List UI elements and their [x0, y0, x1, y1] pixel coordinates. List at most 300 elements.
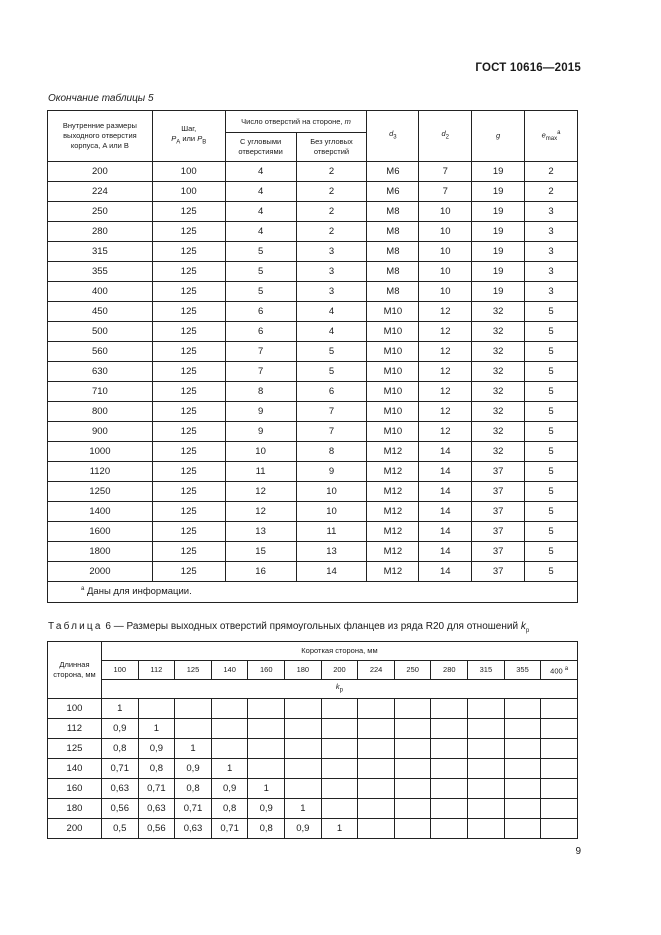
table-cell: 500 — [48, 322, 153, 342]
table-cell — [541, 759, 578, 779]
table-cell: 7 — [419, 162, 472, 182]
table-cell — [394, 699, 431, 719]
table-cell: 125 — [152, 302, 225, 322]
table-cell — [394, 759, 431, 779]
table-cell: 12 — [419, 322, 472, 342]
table-cell: 125 — [152, 322, 225, 342]
table-row — [48, 262, 578, 282]
table-cell — [321, 799, 358, 819]
table-cell — [504, 819, 541, 839]
table-row — [48, 522, 578, 542]
column-header: 125 — [175, 661, 212, 680]
table-cell: 100 — [152, 182, 225, 202]
table-cell — [431, 819, 468, 839]
table5-footnote: $^a$ Даны для информации. — [48, 582, 578, 603]
table-row — [48, 819, 578, 839]
table-cell: 0,63 — [101, 779, 138, 799]
table-cell: 10 — [296, 502, 367, 522]
table-cell: 1 — [285, 799, 322, 819]
header-without-corner: Без угловых отверстий — [296, 133, 367, 162]
table-cell: 7 — [419, 182, 472, 202]
column-header: 180 — [285, 661, 322, 680]
table-cell: 32 — [472, 422, 525, 442]
table-cell: 32 — [472, 302, 525, 322]
table-cell: 6 — [225, 322, 296, 342]
table-6 — [47, 641, 578, 839]
table-cell: 5 — [525, 402, 578, 422]
table-cell — [504, 799, 541, 819]
table-cell — [394, 799, 431, 819]
table-cell: 2 — [296, 182, 367, 202]
table-cell — [431, 739, 468, 759]
table-cell — [541, 739, 578, 759]
table-cell: 5 — [525, 442, 578, 462]
table-cell: 12 — [419, 302, 472, 322]
table-cell: M8 — [367, 222, 419, 242]
table-cell — [394, 719, 431, 739]
table-cell: 125 — [152, 482, 225, 502]
table-cell: 8 — [296, 442, 367, 462]
table-row — [48, 759, 578, 779]
row-side-cell: 100 — [48, 699, 102, 719]
table-cell — [248, 719, 285, 739]
table-cell: M6 — [367, 162, 419, 182]
table-cell — [394, 779, 431, 799]
table-row — [48, 302, 578, 322]
table-cell: 19 — [472, 282, 525, 302]
table-cell: 12 — [225, 482, 296, 502]
table-row — [48, 562, 578, 582]
table-cell: 14 — [419, 542, 472, 562]
table-cell: 0,71 — [175, 799, 212, 819]
column-header: 100 — [101, 661, 138, 680]
table-cell: M8 — [367, 282, 419, 302]
table-cell: 37 — [472, 502, 525, 522]
table-cell: 4 — [225, 182, 296, 202]
table-cell — [358, 779, 395, 799]
table-cell — [321, 779, 358, 799]
table-cell: 0,9 — [138, 739, 175, 759]
table-cell — [541, 799, 578, 819]
table-cell: M10 — [367, 342, 419, 362]
table-cell — [468, 799, 505, 819]
table-cell — [541, 779, 578, 799]
header-short-side: Короткая сторона, мм — [101, 642, 577, 661]
table-cell: 32 — [472, 442, 525, 462]
table-cell: 32 — [472, 362, 525, 382]
table-cell: 0,8 — [101, 739, 138, 759]
table5-body — [48, 162, 578, 582]
table-cell — [321, 759, 358, 779]
table-cell: M8 — [367, 202, 419, 222]
table-cell: 10 — [419, 222, 472, 242]
table-cell: 5 — [525, 362, 578, 382]
table-cell: 19 — [472, 242, 525, 262]
column-header: 355 — [504, 661, 541, 680]
header-d2: $d_2$ — [419, 111, 472, 162]
table-cell: 710 — [48, 382, 153, 402]
table-cell — [468, 819, 505, 839]
column-header: 160 — [248, 661, 285, 680]
table-cell: 0,9 — [101, 719, 138, 739]
table-cell: 125 — [152, 342, 225, 362]
table-cell: 125 — [152, 262, 225, 282]
table-cell: 900 — [48, 422, 153, 442]
table-cell: 800 — [48, 402, 153, 422]
table-cell: 0,63 — [175, 819, 212, 839]
table-row — [48, 202, 578, 222]
table-row — [48, 502, 578, 522]
column-header: 400 $^a$ — [541, 661, 578, 680]
table-row — [48, 799, 578, 819]
table-cell — [394, 819, 431, 839]
table-cell: 4 — [296, 302, 367, 322]
table-cell: 0,9 — [248, 799, 285, 819]
table-cell — [504, 699, 541, 719]
table-cell: 3 — [296, 282, 367, 302]
table-cell — [248, 699, 285, 719]
header-with-corner: С угловыми отверстиями — [225, 133, 296, 162]
table-cell: 14 — [419, 522, 472, 542]
table-cell: 10 — [419, 202, 472, 222]
table-cell: 3 — [525, 262, 578, 282]
table-cell: 15 — [225, 542, 296, 562]
table-cell: 5 — [296, 362, 367, 382]
table-cell: 224 — [48, 182, 153, 202]
table-cell: 560 — [48, 342, 153, 362]
table-cell — [431, 779, 468, 799]
table-cell: 5 — [525, 542, 578, 562]
table-cell: 3 — [525, 282, 578, 302]
table-cell: 19 — [472, 182, 525, 202]
header-inner-dims: Внутренние размеры выходного отверстия корпуса, A или B — [48, 111, 153, 162]
table-cell: M10 — [367, 382, 419, 402]
table-cell — [321, 739, 358, 759]
table-row — [48, 462, 578, 482]
table-cell: 4 — [225, 162, 296, 182]
table-cell — [358, 699, 395, 719]
table-cell: 1600 — [48, 522, 153, 542]
table-row — [48, 719, 578, 739]
table-row — [48, 482, 578, 502]
table-cell: 2 — [525, 162, 578, 182]
table-cell: 0,71 — [211, 819, 248, 839]
table-cell: 16 — [225, 562, 296, 582]
table-cell: 19 — [472, 162, 525, 182]
table-cell: 200 — [48, 162, 153, 182]
column-header: 250 — [394, 661, 431, 680]
table-cell: 3 — [525, 222, 578, 242]
table-cell: 32 — [472, 322, 525, 342]
table-cell: 1 — [321, 819, 358, 839]
table-cell: 2000 — [48, 562, 153, 582]
table-cell: 0,8 — [248, 819, 285, 839]
table-cell: 1 — [138, 719, 175, 739]
table-cell: 32 — [472, 402, 525, 422]
table-cell: 5 — [525, 482, 578, 502]
table-row — [48, 362, 578, 382]
table5-continuation-label: Окончание таблицы 5 — [48, 93, 154, 104]
table-cell: 1120 — [48, 462, 153, 482]
table-cell: 10 — [296, 482, 367, 502]
header-emax: $e_{max}^a$ — [525, 111, 578, 162]
table-cell: 1 — [248, 779, 285, 799]
header-g: g — [472, 111, 525, 162]
header-kp: $k_p$ — [101, 680, 577, 699]
table-cell — [285, 719, 322, 739]
table-cell: 14 — [296, 562, 367, 582]
table-cell: 1 — [175, 739, 212, 759]
table-cell: M8 — [367, 242, 419, 262]
table-cell — [358, 799, 395, 819]
table-cell: 450 — [48, 302, 153, 322]
table-cell: M12 — [367, 462, 419, 482]
table-cell — [468, 759, 505, 779]
table-cell: 32 — [472, 342, 525, 362]
table-cell: 125 — [152, 522, 225, 542]
table-cell: 7 — [296, 402, 367, 422]
table-cell — [468, 719, 505, 739]
table-cell: 125 — [152, 242, 225, 262]
table-cell: 5 — [525, 562, 578, 582]
table-row — [48, 739, 578, 759]
table-cell: 10 — [419, 242, 472, 262]
table-cell: 125 — [152, 562, 225, 582]
column-header: 112 — [138, 661, 175, 680]
table-cell: 5 — [525, 462, 578, 482]
table-cell — [321, 699, 358, 719]
table-cell: 1800 — [48, 542, 153, 562]
table-cell — [468, 739, 505, 759]
table-cell: M12 — [367, 542, 419, 562]
table-cell — [431, 699, 468, 719]
column-header: 224 — [358, 661, 395, 680]
table-cell: 37 — [472, 542, 525, 562]
table-cell: 12 — [419, 402, 472, 422]
table-cell — [504, 719, 541, 739]
table-cell: 5 — [525, 422, 578, 442]
table-row — [48, 382, 578, 402]
table-cell — [358, 719, 395, 739]
table-cell: 125 — [152, 382, 225, 402]
table-cell: 32 — [472, 382, 525, 402]
row-side-cell: 180 — [48, 799, 102, 819]
table-cell: 100 — [152, 162, 225, 182]
table-row — [48, 542, 578, 562]
table-cell: 0,56 — [138, 819, 175, 839]
table-cell: 125 — [152, 422, 225, 442]
table-cell: M12 — [367, 442, 419, 462]
table-cell — [431, 759, 468, 779]
table-cell: 14 — [419, 442, 472, 462]
row-side-cell: 112 — [48, 719, 102, 739]
table-cell: 5 — [525, 502, 578, 522]
table-cell: 7 — [296, 422, 367, 442]
table-cell — [541, 719, 578, 739]
table-cell: 1 — [101, 699, 138, 719]
table-cell: 355 — [48, 262, 153, 282]
column-header: 140 — [211, 661, 248, 680]
table-cell: 6 — [296, 382, 367, 402]
table-cell — [175, 719, 212, 739]
table-cell: 1000 — [48, 442, 153, 462]
table-cell: 1400 — [48, 502, 153, 522]
table-cell: 4 — [225, 202, 296, 222]
table-cell: M12 — [367, 502, 419, 522]
table-cell — [285, 699, 322, 719]
table-row — [48, 282, 578, 302]
table-cell: 2 — [525, 182, 578, 202]
table-cell: 9 — [296, 462, 367, 482]
table-cell: 9 — [225, 422, 296, 442]
table-cell: M12 — [367, 482, 419, 502]
table-cell — [358, 739, 395, 759]
table-cell: 5 — [225, 282, 296, 302]
table-cell — [541, 819, 578, 839]
table-cell: 1250 — [48, 482, 153, 502]
table-cell — [358, 759, 395, 779]
table-cell: 14 — [419, 502, 472, 522]
header-pitch: Шаг, $P_A$ или $P_B$ — [152, 111, 225, 162]
table-cell: 400 — [48, 282, 153, 302]
table-cell — [394, 739, 431, 759]
table-row — [48, 162, 578, 182]
table-cell — [211, 719, 248, 739]
header-d3: $d_3$ — [367, 111, 419, 162]
table-cell: 7 — [225, 342, 296, 362]
table-cell: 0,9 — [285, 819, 322, 839]
page-number: 9 — [575, 846, 581, 857]
table-cell: 10 — [419, 282, 472, 302]
table-row — [48, 699, 578, 719]
table-cell: M10 — [367, 302, 419, 322]
table-cell — [504, 759, 541, 779]
table-cell: 125 — [152, 462, 225, 482]
table-cell: 5 — [225, 262, 296, 282]
table-cell — [248, 759, 285, 779]
table-cell: M10 — [367, 322, 419, 342]
table-row — [48, 402, 578, 422]
table-cell: M10 — [367, 422, 419, 442]
table-cell: 8 — [225, 382, 296, 402]
table-cell: 6 — [225, 302, 296, 322]
table-row — [48, 222, 578, 242]
table-cell: 5 — [525, 522, 578, 542]
row-side-cell: 140 — [48, 759, 102, 779]
table-cell — [211, 739, 248, 759]
table-row — [48, 422, 578, 442]
table-cell: 13 — [296, 542, 367, 562]
table-cell — [321, 719, 358, 739]
table-cell: 12 — [419, 422, 472, 442]
table-cell: 2 — [296, 202, 367, 222]
row-side-cell: 200 — [48, 819, 102, 839]
table-cell: 5 — [225, 242, 296, 262]
table-cell — [248, 739, 285, 759]
table-cell: 4 — [225, 222, 296, 242]
table-cell: M6 — [367, 182, 419, 202]
table-cell: 0,56 — [101, 799, 138, 819]
header-holes-group: Число отверстий на стороне, m — [225, 111, 367, 133]
table-cell: 125 — [152, 542, 225, 562]
row-side-cell: 160 — [48, 779, 102, 799]
table-cell: 0,9 — [211, 779, 248, 799]
table-cell: 125 — [152, 222, 225, 242]
table-cell: 125 — [152, 362, 225, 382]
table-row — [48, 182, 578, 202]
table-cell: 0,71 — [138, 779, 175, 799]
header-long-side: Длинная сторона, мм — [48, 642, 102, 699]
table-cell: M12 — [367, 522, 419, 542]
table-cell: 3 — [296, 262, 367, 282]
table-cell: 12 — [225, 502, 296, 522]
table-cell: 0,71 — [101, 759, 138, 779]
table5-header — [48, 111, 578, 162]
table-cell: 125 — [152, 202, 225, 222]
table-cell — [211, 699, 248, 719]
table-cell: 0,8 — [138, 759, 175, 779]
table-cell: 12 — [419, 342, 472, 362]
table-cell: 19 — [472, 202, 525, 222]
table-cell: 0,9 — [175, 759, 212, 779]
column-header: 280 — [431, 661, 468, 680]
table-cell: 0,8 — [211, 799, 248, 819]
table-cell: 37 — [472, 482, 525, 502]
table-row — [48, 322, 578, 342]
table-cell: 9 — [225, 402, 296, 422]
table-cell: 3 — [525, 202, 578, 222]
table-cell: 14 — [419, 562, 472, 582]
table-cell: 12 — [419, 382, 472, 402]
table-cell — [468, 779, 505, 799]
table-cell: 19 — [472, 262, 525, 282]
table-cell — [285, 739, 322, 759]
table-cell: 0,5 — [101, 819, 138, 839]
table-cell: 5 — [525, 342, 578, 362]
table-cell: 125 — [152, 402, 225, 422]
table-cell: 7 — [225, 362, 296, 382]
table-cell: M8 — [367, 262, 419, 282]
table-cell: 630 — [48, 362, 153, 382]
table-cell: 5 — [525, 382, 578, 402]
table-cell: 2 — [296, 162, 367, 182]
table-cell — [285, 759, 322, 779]
table-cell: 5 — [525, 302, 578, 322]
table-cell: M12 — [367, 562, 419, 582]
table-cell: 3 — [296, 242, 367, 262]
table-cell: 0,63 — [138, 799, 175, 819]
table6-title: Таблица 6 — Размеры выходных отверстий прямоугольных фланцев из ряда R20 для отношений $k_p$ — [48, 621, 530, 634]
table-cell: 12 — [419, 362, 472, 382]
table-cell: 37 — [472, 522, 525, 542]
table-cell — [468, 699, 505, 719]
row-side-cell: 125 — [48, 739, 102, 759]
table-cell — [504, 739, 541, 759]
table-cell: 4 — [296, 322, 367, 342]
table-cell: 1 — [211, 759, 248, 779]
table-cell: 250 — [48, 202, 153, 222]
table6-body — [48, 699, 578, 839]
table-cell — [431, 719, 468, 739]
table-cell: 125 — [152, 282, 225, 302]
table-cell: 14 — [419, 482, 472, 502]
table-cell: 37 — [472, 462, 525, 482]
table-5 — [47, 110, 578, 603]
table-cell: M10 — [367, 362, 419, 382]
table-cell: 11 — [225, 462, 296, 482]
table-cell — [504, 779, 541, 799]
table-row — [48, 442, 578, 462]
